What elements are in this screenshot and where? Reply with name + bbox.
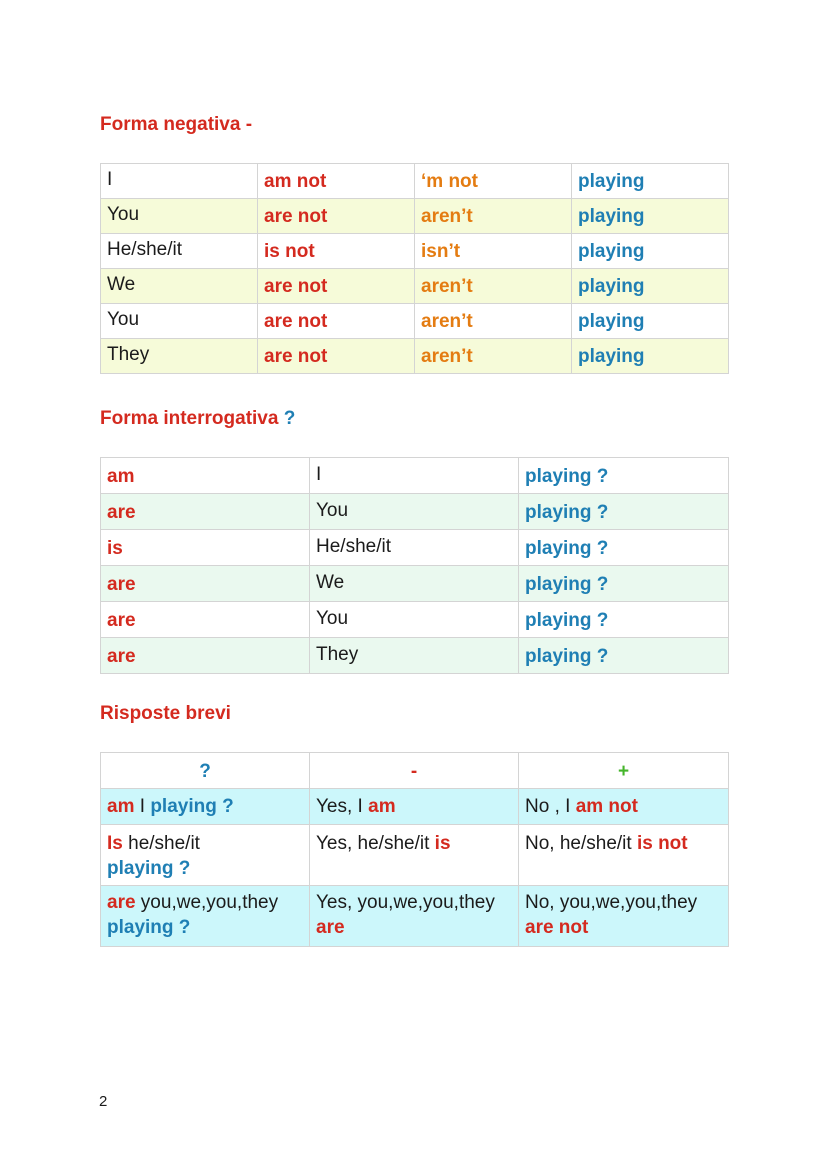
verb-cell: playing bbox=[572, 339, 729, 374]
interrogative-title: Forma interrogativa bbox=[100, 408, 279, 429]
header-row bbox=[101, 753, 729, 789]
question-subject: he/she/it bbox=[122, 833, 200, 854]
question-verb: playing ? bbox=[107, 858, 191, 879]
table-row bbox=[101, 566, 729, 602]
question-mark: ? bbox=[283, 408, 296, 429]
affirmative-answer-cell bbox=[310, 789, 519, 825]
verb-cell: playing ? bbox=[519, 566, 729, 602]
full-form-cell: are not bbox=[258, 269, 415, 304]
question-cell bbox=[101, 825, 310, 886]
table-row bbox=[101, 269, 729, 304]
short-form-cell: aren’t bbox=[415, 339, 572, 374]
subject-cell: He/she/it bbox=[101, 234, 258, 269]
question-aux: are bbox=[107, 892, 136, 913]
answer-prefix: Yes, I bbox=[316, 796, 369, 817]
short-form-cell: ‘m not bbox=[415, 164, 572, 199]
interrogative-form-table bbox=[100, 457, 729, 674]
answer-aux: am bbox=[368, 796, 396, 817]
subject-cell: You bbox=[101, 304, 258, 339]
verb-cell: playing bbox=[572, 234, 729, 269]
subject-cell: They bbox=[101, 339, 258, 374]
negative-answer-cell bbox=[519, 886, 729, 947]
answer-prefix: Yes, he/she/it bbox=[316, 833, 435, 854]
subject-cell: You bbox=[101, 199, 258, 234]
table-row bbox=[101, 494, 729, 530]
answer-aux: am not bbox=[575, 796, 638, 817]
verb-cell: playing bbox=[572, 304, 729, 339]
verb-cell: playing bbox=[572, 199, 729, 234]
negative-answer-cell bbox=[519, 789, 729, 825]
table-row bbox=[101, 886, 729, 947]
negative-header: - bbox=[310, 753, 519, 789]
full-form-cell: are not bbox=[258, 304, 415, 339]
subject-cell: I bbox=[101, 164, 258, 199]
question-aux: Is bbox=[107, 833, 123, 854]
table-row bbox=[101, 789, 729, 825]
answer-aux: are not bbox=[525, 917, 589, 938]
subject-cell: You bbox=[310, 494, 519, 530]
answer-prefix: No, he/she/it bbox=[525, 833, 637, 854]
question-header: ? bbox=[101, 753, 310, 789]
table-row bbox=[101, 304, 729, 339]
question-subject: you,we,you,they bbox=[135, 892, 279, 913]
question-aux: am bbox=[107, 796, 135, 817]
answer-prefix: No, you,we,you,they bbox=[525, 892, 698, 913]
short-form-cell: aren’t bbox=[415, 269, 572, 304]
auxiliary-cell: are bbox=[101, 566, 310, 602]
affirmative-answer-cell bbox=[310, 825, 519, 886]
answer-prefix: Yes, you,we,you,they bbox=[316, 892, 495, 913]
answer-aux: is bbox=[434, 833, 451, 854]
table-row bbox=[101, 825, 729, 886]
table-row bbox=[101, 199, 729, 234]
subject-cell: I bbox=[310, 458, 519, 494]
negative-heading: Forma negativa - bbox=[100, 114, 253, 135]
interrogative-heading bbox=[100, 408, 295, 430]
full-form-cell: am not bbox=[258, 164, 415, 199]
table-row bbox=[101, 339, 729, 374]
question-verb: playing ? bbox=[150, 796, 234, 817]
verb-cell: playing bbox=[572, 164, 729, 199]
verb-cell: playing bbox=[572, 269, 729, 304]
negative-answer-cell bbox=[519, 825, 729, 886]
question-verb: playing ? bbox=[107, 917, 191, 938]
short-answers-table bbox=[100, 752, 729, 947]
auxiliary-cell: am bbox=[101, 458, 310, 494]
table-row bbox=[101, 234, 729, 269]
answer-aux: is not bbox=[636, 833, 688, 854]
short-answers-heading: Risposte brevi bbox=[100, 703, 231, 724]
question-subject: I bbox=[134, 796, 151, 817]
table-row bbox=[101, 602, 729, 638]
short-form-cell: aren’t bbox=[415, 304, 572, 339]
full-form-cell: is not bbox=[258, 234, 415, 269]
table-row bbox=[101, 530, 729, 566]
full-form-cell: are not bbox=[258, 199, 415, 234]
auxiliary-cell: are bbox=[101, 638, 310, 674]
short-form-cell: isn’t bbox=[415, 234, 572, 269]
positive-header: + bbox=[519, 753, 729, 789]
table-row bbox=[101, 458, 729, 494]
subject-cell: He/she/it bbox=[310, 530, 519, 566]
short-form-cell: aren’t bbox=[415, 199, 572, 234]
full-form-cell: are not bbox=[258, 339, 415, 374]
subject-cell: They bbox=[310, 638, 519, 674]
page-number: 2 bbox=[99, 1093, 108, 1110]
affirmative-answer-cell bbox=[310, 886, 519, 947]
verb-cell: playing ? bbox=[519, 494, 729, 530]
table-row bbox=[101, 164, 729, 199]
subject-cell: We bbox=[310, 566, 519, 602]
question-cell bbox=[101, 789, 310, 825]
subject-cell: We bbox=[101, 269, 258, 304]
auxiliary-cell: are bbox=[101, 494, 310, 530]
auxiliary-cell: are bbox=[101, 602, 310, 638]
question-cell bbox=[101, 886, 310, 947]
verb-cell: playing ? bbox=[519, 530, 729, 566]
verb-cell: playing ? bbox=[519, 638, 729, 674]
table-row bbox=[101, 638, 729, 674]
answer-aux: are bbox=[316, 917, 345, 938]
answer-prefix: No , I bbox=[525, 796, 576, 817]
subject-cell: You bbox=[310, 602, 519, 638]
verb-cell: playing ? bbox=[519, 602, 729, 638]
verb-cell: playing ? bbox=[519, 458, 729, 494]
negative-form-table bbox=[100, 163, 729, 374]
auxiliary-cell: is bbox=[101, 530, 310, 566]
